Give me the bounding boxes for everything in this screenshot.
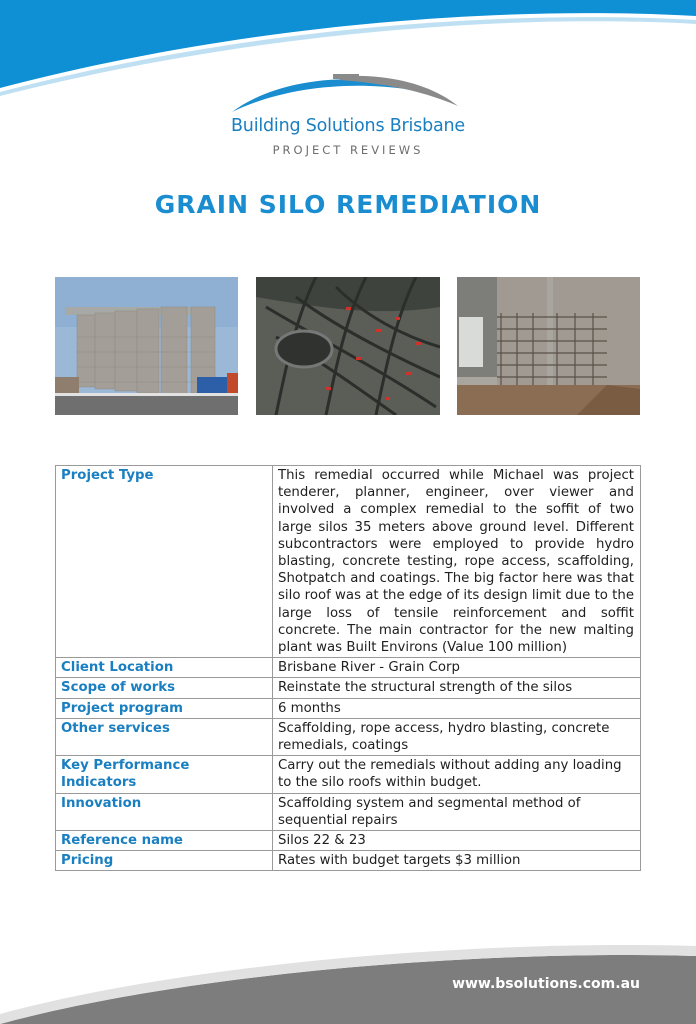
table-row	[56, 793, 641, 830]
row-value: Scaffolding, rope access, hydro blasting, concrete remedials, coatings	[273, 718, 641, 755]
row-value: Silos 22 & 23	[273, 831, 641, 851]
row-value: Rates with budget targets $3 million	[273, 851, 641, 871]
row-value: This remedial occurred while Michael was project tenderer, planner, engineer, over viewer and involved a complex remedial to the soffit of two large silos 35 meters above ground level. Different subcontractors were employed to provide hydro blasting, concrete testing, rope access, scaffolding, Shotpatch and coatings. The big factor here was that silo roof was at the edge of its design limit due to the large loss of tensile reinforcement and soffit concrete. The main contractor for the new malting plant was Built Environs (Value 100 million)	[273, 466, 641, 658]
table-row	[56, 756, 641, 793]
brand-name: Building Solutions Brisbane	[231, 116, 465, 136]
row-label: Innovation	[56, 793, 273, 830]
photo-silos-scaffolding	[457, 277, 640, 415]
row-label: Other services	[56, 718, 273, 755]
row-label: Scope of works	[56, 678, 273, 698]
row-value: 6 months	[273, 698, 641, 718]
photo-soffit-repair	[256, 277, 440, 415]
page-title: GRAIN SILO REMEDIATION	[154, 190, 542, 219]
row-label: Project program	[56, 698, 273, 718]
table-row	[56, 851, 641, 871]
table-row	[56, 678, 641, 698]
row-value: Scaffolding system and segmental method of sequential repairs	[273, 793, 641, 830]
row-value: Reinstate the structural strength of the silos	[273, 678, 641, 698]
company-logo	[220, 66, 476, 162]
table-row	[56, 698, 641, 718]
website-url[interactable]: www.bsolutions.com.au	[452, 976, 640, 992]
brand-tagline: PROJECT REVIEWS	[272, 143, 424, 157]
table-row	[56, 466, 641, 658]
row-value: Brisbane River - Grain Corp	[273, 658, 641, 678]
project-details-table	[55, 465, 641, 871]
row-label: Reference name	[56, 831, 273, 851]
photo-silos-exterior	[55, 277, 238, 415]
table-row	[56, 831, 641, 851]
row-label: Pricing	[56, 851, 273, 871]
row-label: Key Performance Indicators	[56, 756, 273, 793]
row-label: Client Location	[56, 658, 273, 678]
row-value: Carry out the remedials without adding any loading to the silo roofs within budget.	[273, 756, 641, 793]
row-label: Project Type	[56, 466, 273, 658]
table-row	[56, 718, 641, 755]
table-row	[56, 658, 641, 678]
